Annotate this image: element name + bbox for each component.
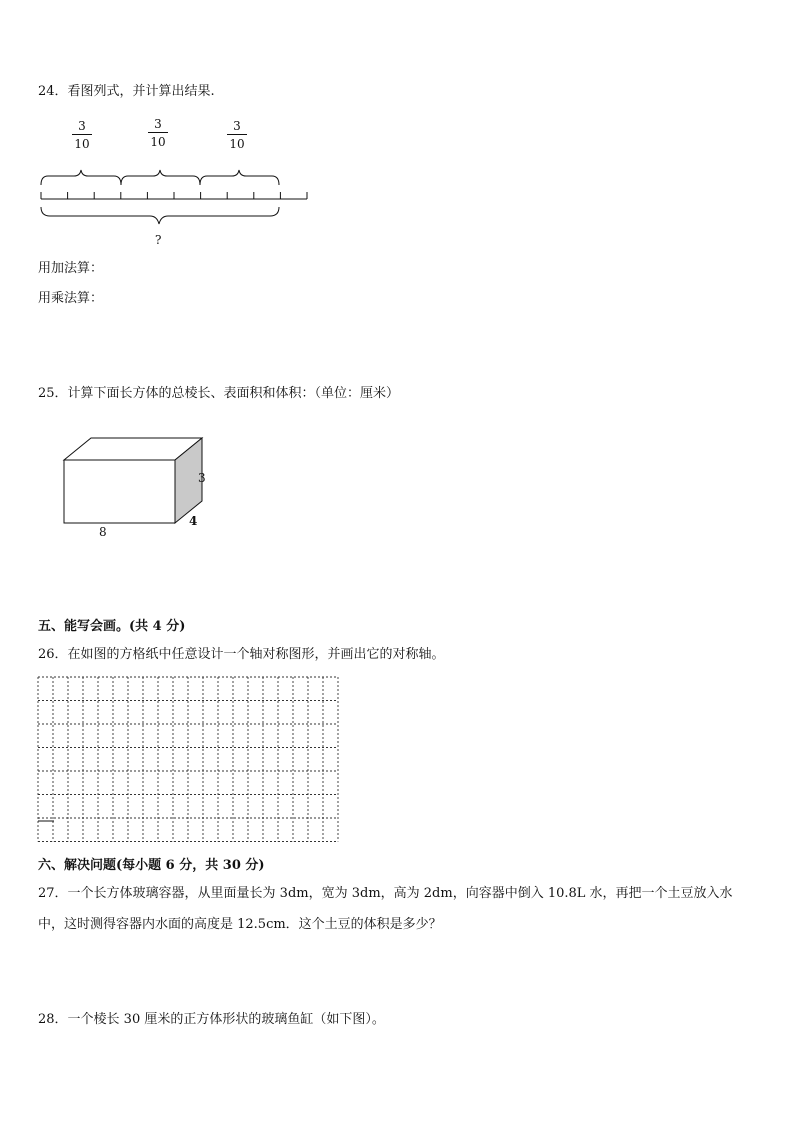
fraction-denominator: 10 [150,135,166,149]
fraction-numerator: 3 [78,119,86,133]
q26-title: 26．在如图的方格纸中任意设计一个轴对称图形，并画出它的对称轴。 [38,647,445,662]
cuboid-height-label: 3 [198,471,206,485]
fraction-denominator: 10 [74,137,90,151]
fraction-denominator: 10 [229,137,245,151]
q24-title: 24．看图列式，并计算出结果. [38,84,215,99]
section6-heading: 六、解决问题(每小题 6 分，共 30 分) [38,858,265,873]
addition-label: 用加法算： [38,261,104,276]
top-brace-3 [200,170,279,185]
section5-heading: 五、能写会画。(共 4 分) [38,619,186,634]
top-brace-1 [41,170,121,185]
q25-title: 25．计算下面长方体的总棱长、表面积和体积：（单位：厘米） [38,386,400,401]
number-line-diagram [0,0,794,260]
fraction-numerator: 3 [154,117,162,131]
top-brace-2 [121,170,200,185]
cuboid-width-label: 4 [189,514,198,528]
cuboid-length-label: 8 [99,525,107,539]
grid-paper [38,677,338,847]
question-mark: ? [155,233,162,247]
tick-marks [41,192,307,199]
fraction-numerator: 3 [233,119,241,133]
q28-title: 28．一个棱长 30 厘米的正方体形状的玻璃鱼缸（如下图）。 [38,1012,385,1027]
cuboid-diagram [50,430,250,550]
q27-line1: 27．一个长方体玻璃容器，从里面量长为 3dm，宽为 3dm，高为 2dm，向容器中倒入 10.8L 水，再把一个土豆放入水 [38,886,733,901]
cuboid-front-face [64,460,175,523]
multiplication-label: 用乘法算： [38,291,104,306]
bottom-brace [41,207,279,224]
q27-line2: 中，这时测得容器内水面的高度是 12.5cm．这个土豆的体积是多少？ [38,917,442,932]
